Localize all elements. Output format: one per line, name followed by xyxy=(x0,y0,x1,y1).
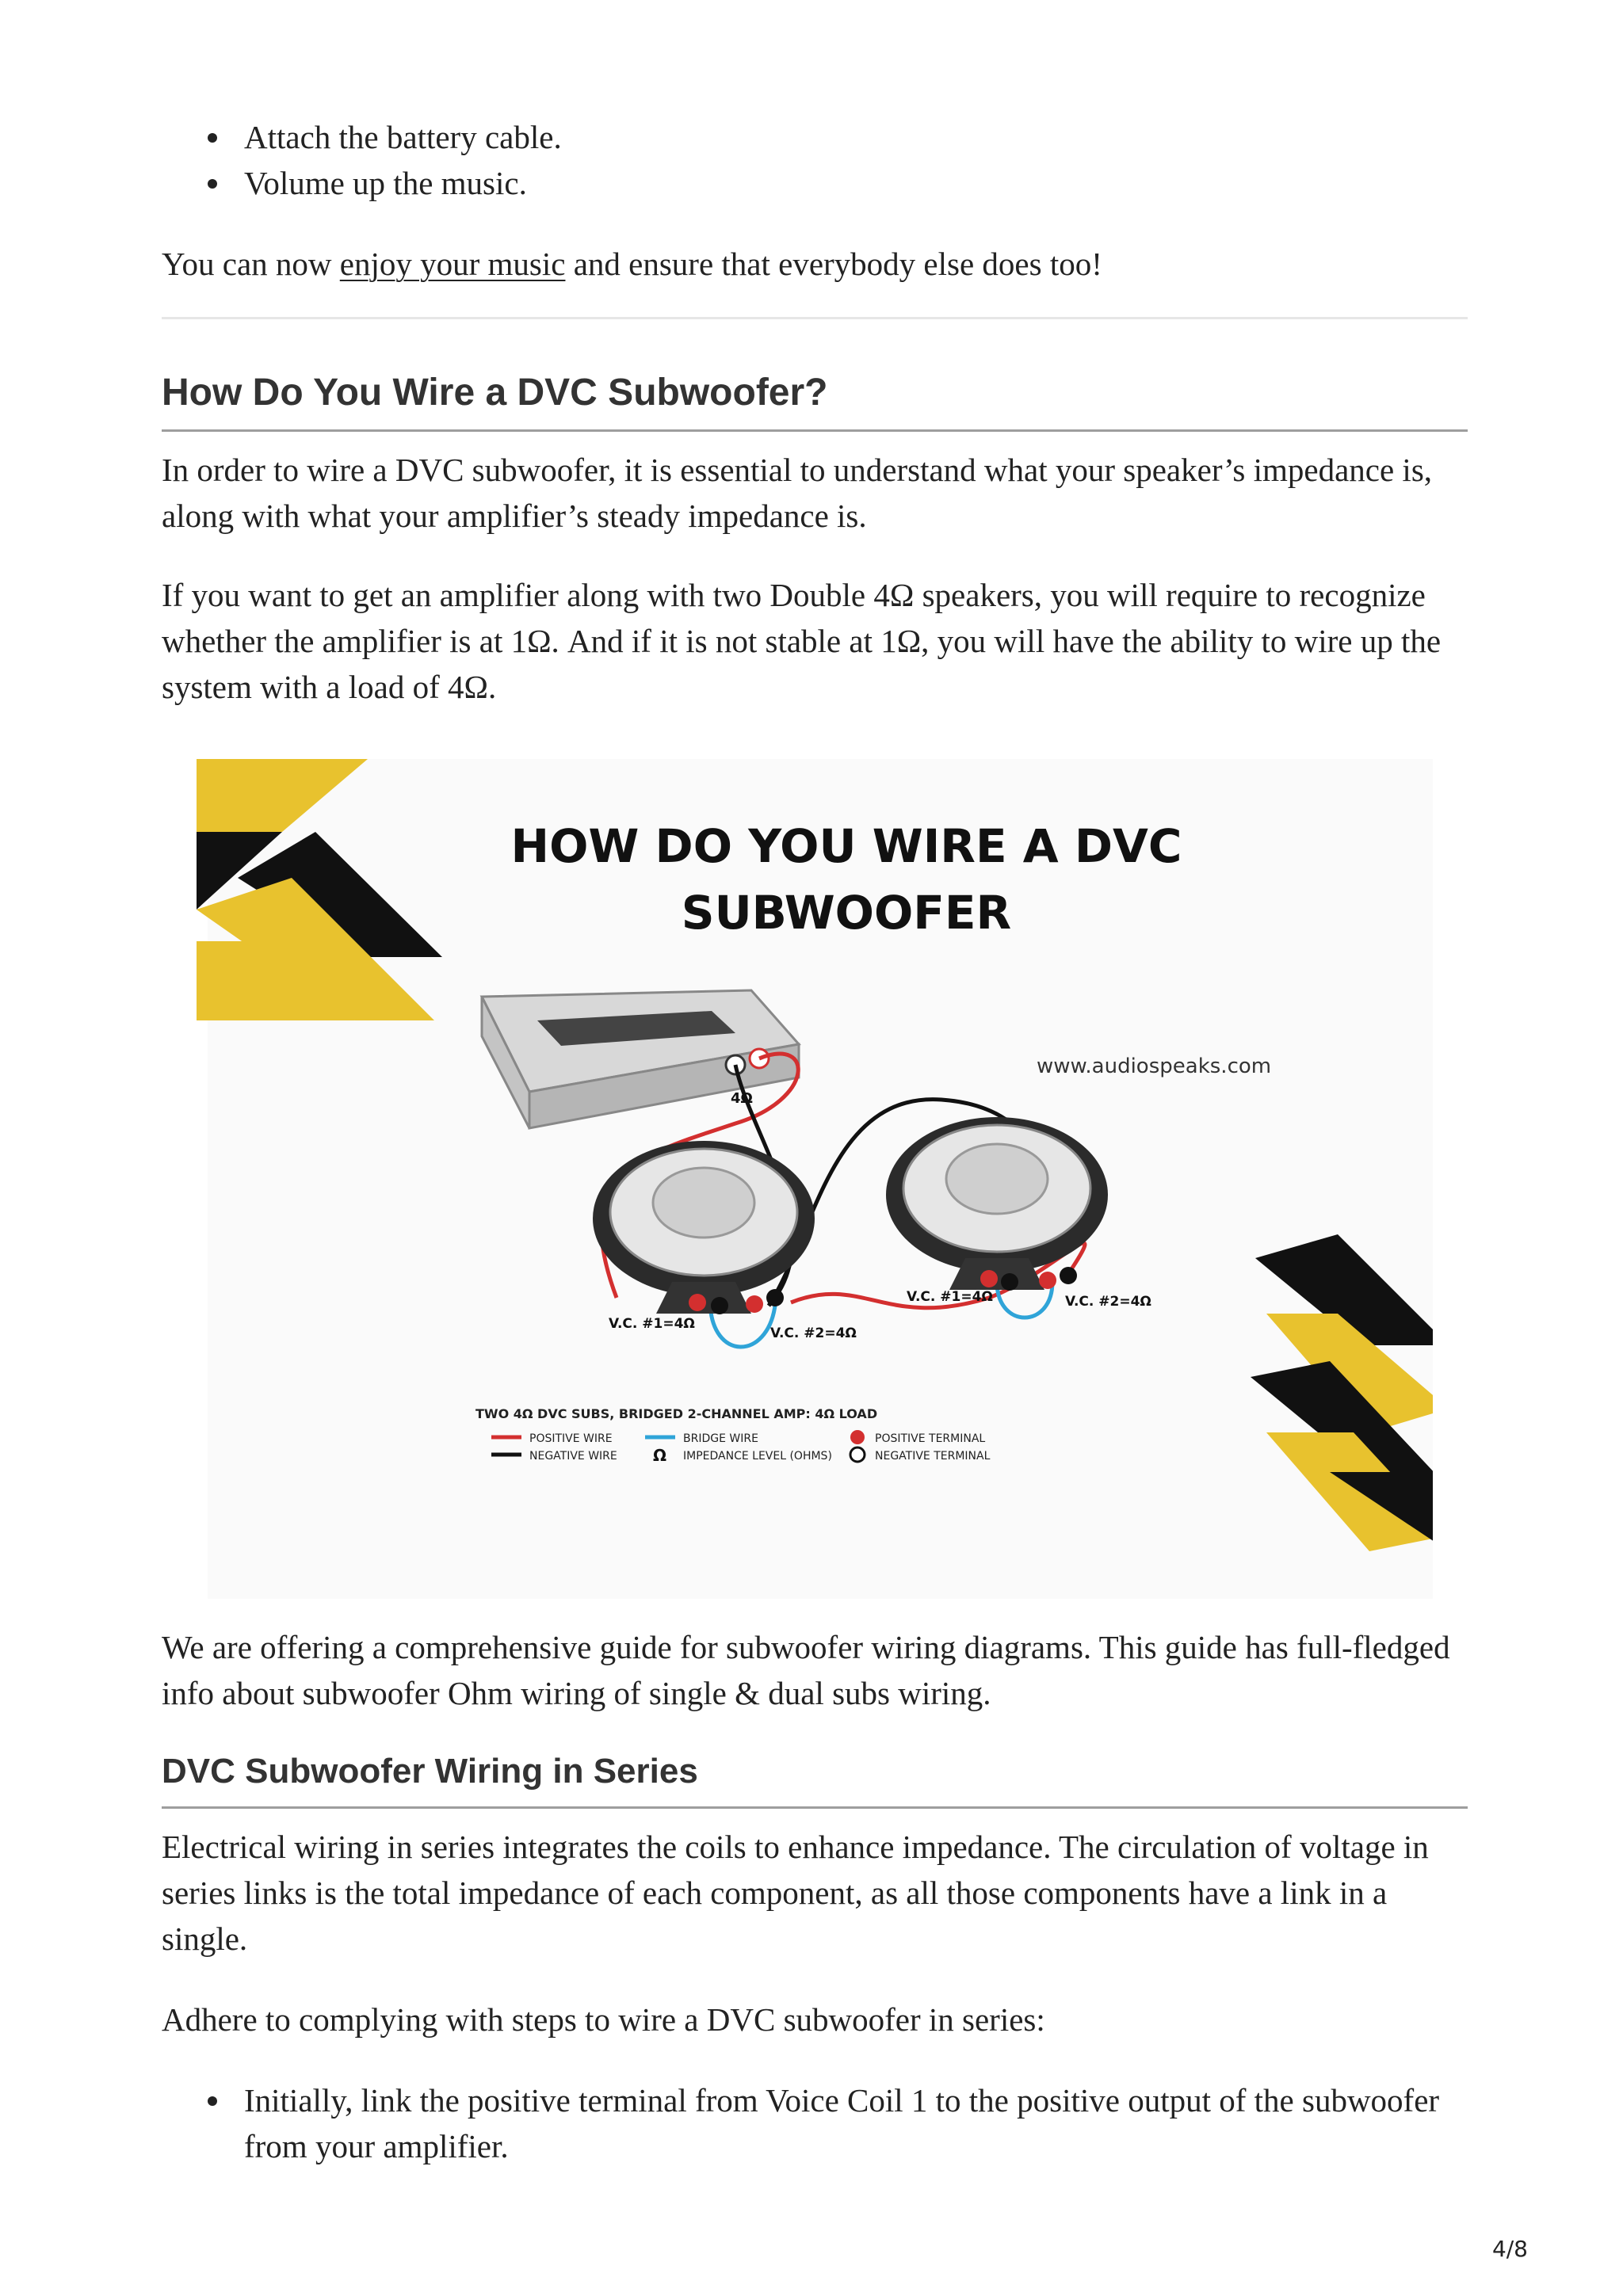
legend-bridge-wire: BRIDGE WIRE xyxy=(683,1432,758,1445)
section-heading-dvc: How Do You Wire a DVC Subwoofer? xyxy=(162,372,828,414)
paragraph-guide: We are offering a comprehensive guide for subwoofer wiring diagrams. This guide has full-fledged info about subwoofer Ohm wiring of single & dual subs wiring. xyxy=(162,1629,1450,1711)
figure-background xyxy=(208,759,1433,1599)
bullet-dot xyxy=(208,179,217,189)
amp-impedance-label: 4Ω xyxy=(731,1090,753,1107)
vc1-right-label: V.C. #1=4Ω xyxy=(907,1289,993,1305)
series-steps-list xyxy=(162,2077,1468,2169)
heading-underline xyxy=(162,1806,1468,1809)
vc2-right-label: V.C. #2=4Ω xyxy=(1065,1294,1151,1310)
negative-terminal-icon xyxy=(850,1447,865,1462)
section-divider xyxy=(162,317,1468,319)
figure-title-line2: SUBWOOFER xyxy=(681,886,1012,940)
page-number: 4/8 xyxy=(1491,2236,1528,2262)
website-label: www.audiospeaks.com xyxy=(1037,1055,1272,1078)
legend-positive-terminal: POSITIVE TERMINAL xyxy=(875,1432,986,1445)
diagram-svg xyxy=(197,759,1433,1599)
bullet-dot xyxy=(208,133,217,143)
paragraph-steps-intro: Adhere to complying with steps to wire a DVC subwoofer in series: xyxy=(162,2001,1045,2038)
paragraph-series: Electrical wiring in series integrates the coils to enhance impedance. The circulation of voltage in series links is the total impedance of each component, as all those components have a link in a single. xyxy=(162,1829,1429,1957)
figure-title-line1: HOW DO YOU WIRE A DVC xyxy=(510,819,1182,873)
enjoy-paragraph: You can now enjoy your music and ensure that everybody else does too! xyxy=(162,246,1102,282)
legend-negative-wire: NEGATIVE WIRE xyxy=(529,1450,617,1463)
top-bullet-list xyxy=(162,114,1468,206)
vc2-left-label: V.C. #2=4Ω xyxy=(770,1325,857,1341)
legend-ohm-symbol: Ω xyxy=(653,1446,667,1465)
list-item: Volume up the music. xyxy=(162,160,1468,206)
enjoy-music-link[interactable]: enjoy your music xyxy=(339,246,566,282)
vc1-left-label: V.C. #1=4Ω xyxy=(609,1316,695,1332)
heading-underline xyxy=(162,429,1468,432)
list-item: Initially, link the positive terminal from Voice Coil 1 to the positive output of the subwoofer from your amplifier. xyxy=(162,2077,1468,2169)
legend-positive-wire: POSITIVE WIRE xyxy=(529,1432,613,1445)
paragraph-impedance: In order to wire a DVC subwoofer, it is essential to understand what your speaker’s impedance is, along with what your amplifier’s steady impedance is. xyxy=(162,452,1433,534)
list-item: Attach the battery cable. xyxy=(162,114,1468,160)
positive-terminal-icon xyxy=(850,1430,865,1444)
bullet-dot xyxy=(208,2096,217,2106)
section-heading-series: DVC Subwoofer Wiring in Series xyxy=(162,1752,698,1791)
dvc-wiring-diagram xyxy=(197,759,1433,1599)
legend-title: TWO 4Ω DVC SUBS, BRIDGED 2-CHANNEL AMP: 4Ω LOAD xyxy=(475,1406,878,1421)
paragraph-amplifier: If you want to get an amplifier along with two Double 4Ω speakers, you will require to recognize whether the amplifier is at 1Ω. And if it is not stable at 1Ω, you will have the ability to wire up the system with a load of 4Ω. xyxy=(162,577,1442,705)
legend-negative-terminal: NEGATIVE TERMINAL xyxy=(875,1450,991,1463)
legend-impedance-level: IMPEDANCE LEVEL (OHMS) xyxy=(683,1450,832,1463)
